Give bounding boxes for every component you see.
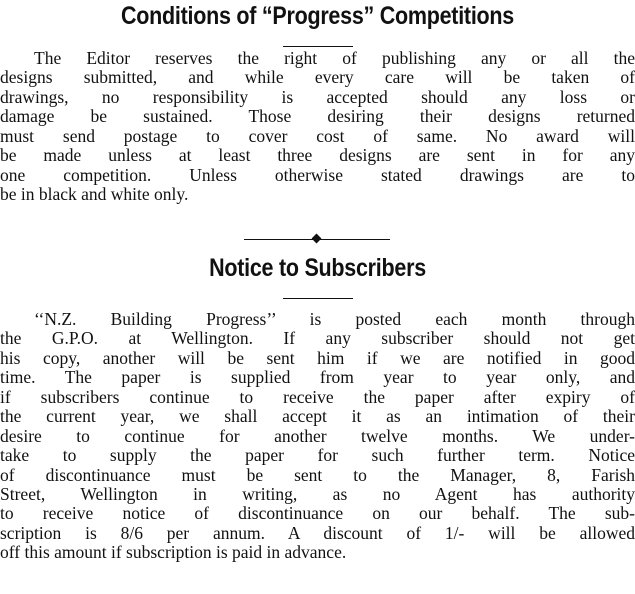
paragraph-line: the current year, we shall accept it as an intimation of their (0, 406, 635, 427)
competitions-paragraph (0, 49, 635, 205)
paragraph-line: must send postage to cover cost of same. No award will (0, 125, 635, 146)
paragraph-line: drawings, no responsibility is accepted should any loss or (0, 86, 635, 107)
paragraph-line: be made unless at least three designs are sent in for any (0, 145, 635, 166)
section-heading-competitions: Conditions of “Progress” Competitions (121, 2, 514, 30)
heading-underline (283, 298, 353, 299)
heading-underline (283, 46, 353, 47)
paragraph-line: desire to continue for another twelve months. We under- (0, 425, 635, 446)
section-heading-subscribers: Notice to Subscribers (209, 254, 426, 282)
divider-ornament-icon (312, 234, 322, 244)
paragraph-line: damage be sustained. Those desiring their designs returned (0, 106, 635, 127)
paragraph-line: take to supply the paper for such further term. Notice (0, 445, 635, 466)
paragraph-line: Street, Wellington in writing, as no Agent has authority (0, 483, 635, 504)
paragraph-line: scription is 8/6 per annum. A discount of 1/- will be allowed (0, 522, 635, 543)
paragraph-line: The Editor reserves the right of publishing any or all the (34, 48, 635, 68)
paragraph-line: designs submitted, and while every care will be taken of (0, 67, 635, 88)
paragraph-line: to receive notice of discontinuance on our behalf. The sub- (0, 503, 635, 524)
paragraph-line: his copy, another will be sent him if we are notified in good (0, 347, 635, 368)
paragraph-line: if subscribers continue to receive the paper after expiry of (0, 386, 635, 407)
paragraph-line: be in black and white only. (0, 184, 189, 205)
paragraph-line: one competition. Unless otherwise stated drawings are to (0, 164, 635, 185)
subscribers-paragraph (0, 310, 635, 563)
paragraph-line: time. The paper is supplied from year to year only, and (0, 367, 635, 388)
paragraph-line: ‘‘N.Z. Building Progress’’ is posted each month through (34, 309, 635, 329)
paragraph-line: of discontinuance must be sent to the Manager, 8, Farish (0, 464, 635, 485)
paragraph-line: off this amount if subscription is paid in advance. (0, 542, 347, 563)
paragraph-line: the G.P.O. at Wellington. If any subscriber should not get (0, 328, 635, 349)
